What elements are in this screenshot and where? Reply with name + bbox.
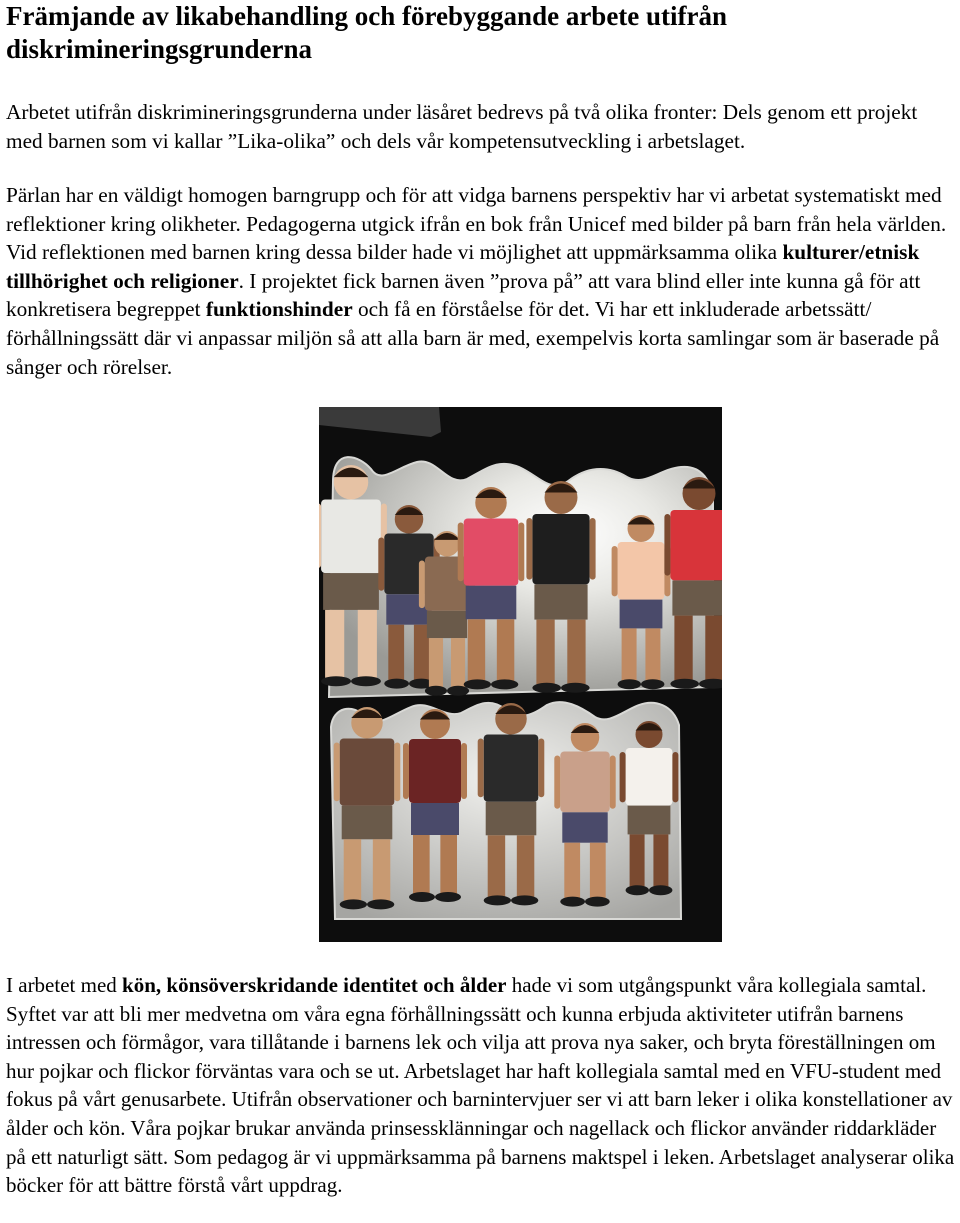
paragraph-intro: Arbetet utifrån diskrimineringsgrunderna under läsåret bedrevs på två olika fronter: Dels genom ett projekt med barnen som vi kallar ”Lika-olika” och dels vår kompetensutveckling i arbetslaget. bbox=[6, 100, 918, 153]
photo-illustration bbox=[319, 407, 722, 942]
children-cutouts-photo bbox=[319, 407, 722, 942]
paragraph-gender-age bbox=[6, 971, 956, 1200]
emphasis-gender-identity-age: kön, könsöverskridande identitet och ålder bbox=[122, 973, 507, 997]
emphasis-culture-religion: kulturer/etnisk tillhörighet och religioner bbox=[6, 240, 920, 293]
emphasis-disability: funktionshinder bbox=[205, 297, 353, 322]
document-title: Främjande av likabehandling och förebyggande arbete utifrån diskrimineringsgrunderna bbox=[6, 1, 728, 64]
paragraph-text: Pärlan har en väldigt homogen barngrupp och för att vidga barnens perspektiv har vi arbetat systematiskt med reflektioner kring olikheter. Pedagogerna utgick ifrån en bok från Unicef med bilder på barn från hela världen. Vid reflektionen med barnen kring dessa bilder hade vi möjlighet att uppmärksamma olika bbox=[6, 183, 947, 265]
paragraph-text: I arbetet med bbox=[6, 973, 123, 997]
paragraph-text: . I projektet fick barnen även ”prova på” att vara blind eller inte kunna gå för att konkretisera begreppet bbox=[6, 268, 921, 322]
paragraph-diversity-project bbox=[6, 181, 956, 381]
paragraph-text: och få en förståelse för det. Vi har ett inkluderade arbetssätt/ förhållningssätt där vi anpassar miljön så att alla barn är med, exempelvis korta samlingar som är baserade på sånger och rörelser. bbox=[6, 297, 940, 379]
paragraph-text: hade vi som utgångspunkt våra kollegiala samtal. Syftet var att bli mer medvetna om våra egna förhållningssätt och kunna erbjuda aktiviteter utifrån barnens intressen och förmågor, vara tillåtande i barnens lek och vilja att prova nya saker, och bryta föreställningen om hur pojkar och flickor förväntas vara och se ut. Arbetslaget har haft kollegiala samtal med en VFU-student med fokus på vårt genusarbete. Utifrån observationer och barnintervjuer ser vi att barn leker i olika konstellationer av ålder och kön. Våra pojkar brukar använda prinsessklänningar och nagellack och flickor använder riddarkläder på ett naturligt sätt. Som pedagog är vi uppmärksamma på barnens maktspel i leken. Arbetslaget analyserar olika böcker för att bättre förstå vårt uppdrag. bbox=[6, 973, 955, 1198]
